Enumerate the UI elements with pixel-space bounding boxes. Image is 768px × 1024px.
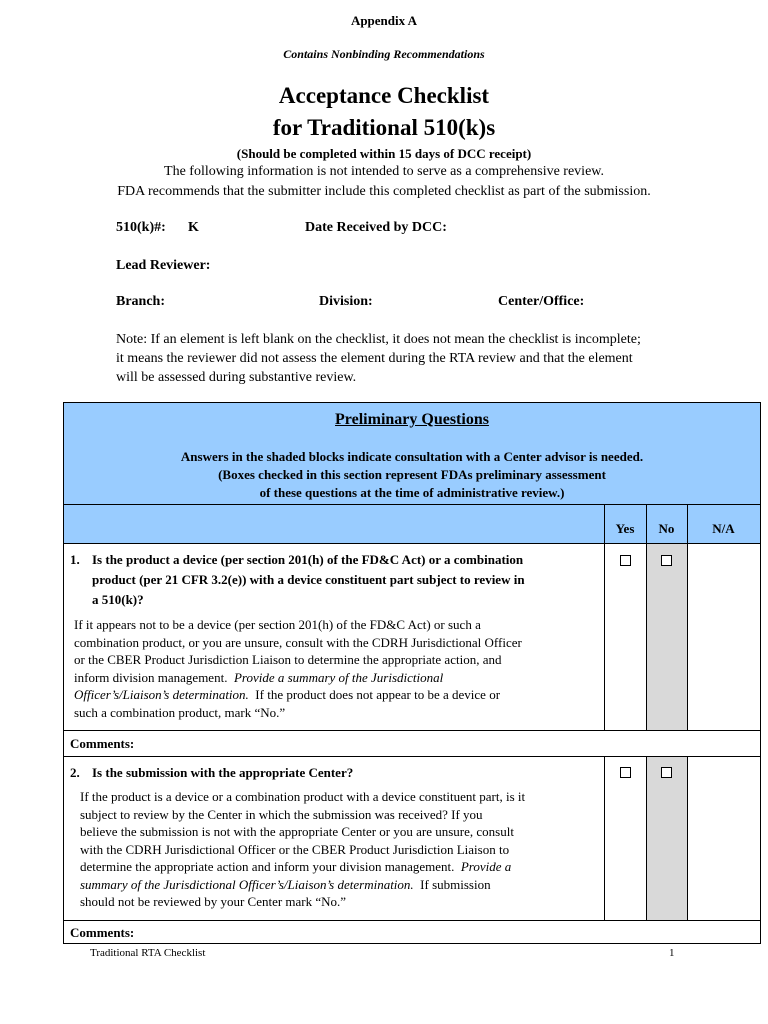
footer-document-name: Traditional RTA Checklist xyxy=(90,947,206,959)
question-2-yes-checkbox[interactable] xyxy=(620,767,631,778)
question-2-guidance xyxy=(80,788,602,911)
note-line1: Note: If an element is left blank on the checklist, it does not mean the checklist is incomplete; xyxy=(116,332,641,347)
page-title-line1: Acceptance Checklist xyxy=(278,83,490,108)
question-1-comments-label: Comments: xyxy=(70,736,135,751)
question-title-line: product (per 21 CFR 3.2(e)) with a device constituent part subject to review in xyxy=(92,572,525,587)
preliminary-questions-table xyxy=(63,402,761,944)
section-note-line1: Answers in the shaded blocks indicate consultation with a Center advisor is needed. xyxy=(180,449,644,464)
note-line2: it means the reviewer did not assess the element during the RTA review and that the element xyxy=(116,351,633,366)
guidance-text: If submission xyxy=(413,876,491,892)
question-number: 1. xyxy=(70,552,80,567)
question-1-yes-checkbox[interactable] xyxy=(620,555,631,566)
divider xyxy=(64,756,760,757)
page-number: 1 xyxy=(669,947,675,959)
appendix-label: Appendix A xyxy=(350,13,418,28)
question-1-no-checkbox[interactable] xyxy=(661,555,672,566)
divider xyxy=(604,757,605,920)
section-note-line3: of these questions at the time of administrative review.) xyxy=(259,485,565,500)
guidance-line: or the CBER Product Jurisdiction Liaison to determine the appropriate action, and xyxy=(74,652,502,667)
guidance-line: If the product is a device or a combination product with a device constituent part, is it xyxy=(80,789,526,804)
guidance-text-italic: Provide a xyxy=(460,859,512,874)
guidance-line: subject to review by the Center in which the submission was received? If you xyxy=(80,806,483,822)
guidance-line xyxy=(80,858,602,876)
guidance-text: inform division management. xyxy=(74,669,234,685)
column-no: No xyxy=(658,521,675,536)
date-received-label: Date Received by DCC: xyxy=(305,220,447,235)
branch-label: Branch: xyxy=(116,294,165,309)
guidance-line: such a combination product, mark “No.” xyxy=(74,704,286,720)
divider xyxy=(64,730,760,731)
guidance-line xyxy=(74,686,602,704)
guidance-text-italic: Provide a summary of the Jurisdictional xyxy=(233,669,444,685)
guidance-line: believe the submission is not with the appropriate Center or you are unsure, consult xyxy=(80,824,514,839)
divider xyxy=(64,920,760,921)
k-number-value[interactable]: K xyxy=(188,220,199,235)
column-yes: Yes xyxy=(615,521,635,536)
question-number: 2. xyxy=(70,765,80,780)
no-column-shading xyxy=(647,757,687,920)
section-note-line2: (Boxes checked in this section represent FDAs preliminary assessment xyxy=(218,467,606,482)
guidance-line xyxy=(74,669,602,687)
guidance-line: If it appears not to be a device (per section 201(h) of the FD&C Act) or such a xyxy=(74,617,481,632)
column-na: N/A xyxy=(712,521,735,536)
guidance-text-italic: Officer’s/Liaison’s determination. xyxy=(74,687,249,702)
divider xyxy=(604,505,605,730)
divider xyxy=(687,757,688,920)
guidance-line: combination product, or you are unsure, consult with the CDRH Jurisdictional Officer xyxy=(74,634,522,650)
page-subtitle: (Should be completed within 15 days of DCC receipt) xyxy=(236,146,532,161)
center-office-label: Center/Office: xyxy=(498,294,585,309)
note-line3: will be assessed during substantive review. xyxy=(116,370,357,385)
section-header xyxy=(64,403,760,504)
guidance-line: should not be reviewed by your Center mark “No.” xyxy=(80,894,347,909)
divider xyxy=(646,505,647,730)
question-2-comments-label: Comments: xyxy=(70,925,135,940)
no-column-shading xyxy=(647,544,687,730)
divider xyxy=(687,505,688,730)
k-number-label: 510(k)#: xyxy=(116,220,166,235)
lead-reviewer-label: Lead Reviewer: xyxy=(116,258,211,273)
division-label: Division: xyxy=(319,294,373,309)
question-title-line: Is the product a device (per section 201(h) of the FD&C Act) or a combination xyxy=(92,552,524,567)
question-title-line: a 510(k)? xyxy=(92,592,144,607)
question-2-no-checkbox[interactable] xyxy=(661,767,672,778)
guidance-text-italic: summary of the Jurisdictional Officer’s/Liaison’s determination. xyxy=(80,876,414,892)
guidance-line: with the CDRH Jurisdictional Officer or the CBER Product Jurisdiction Liaison to xyxy=(80,841,510,857)
guidance-text: determine the appropriate action and inform your division management. xyxy=(80,859,461,874)
guidance-text: If the product does not appear to be a device or xyxy=(248,687,501,702)
nonbinding-notice: Contains Nonbinding Recommendations xyxy=(283,47,485,61)
question-1-guidance xyxy=(74,616,602,721)
section-title: Preliminary Questions xyxy=(335,411,489,428)
question-title-line: Is the submission with the appropriate Center? xyxy=(92,765,354,780)
intro-line2: FDA recommends that the submitter include this completed checklist as part of the submission. xyxy=(117,184,651,199)
divider xyxy=(646,757,647,920)
column-header-row xyxy=(64,505,760,543)
intro-line1: The following information is not intended to serve as a comprehensive review. xyxy=(164,164,604,179)
page-title-line2: for Traditional 510(k)s xyxy=(272,115,496,140)
guidance-line xyxy=(80,876,602,894)
